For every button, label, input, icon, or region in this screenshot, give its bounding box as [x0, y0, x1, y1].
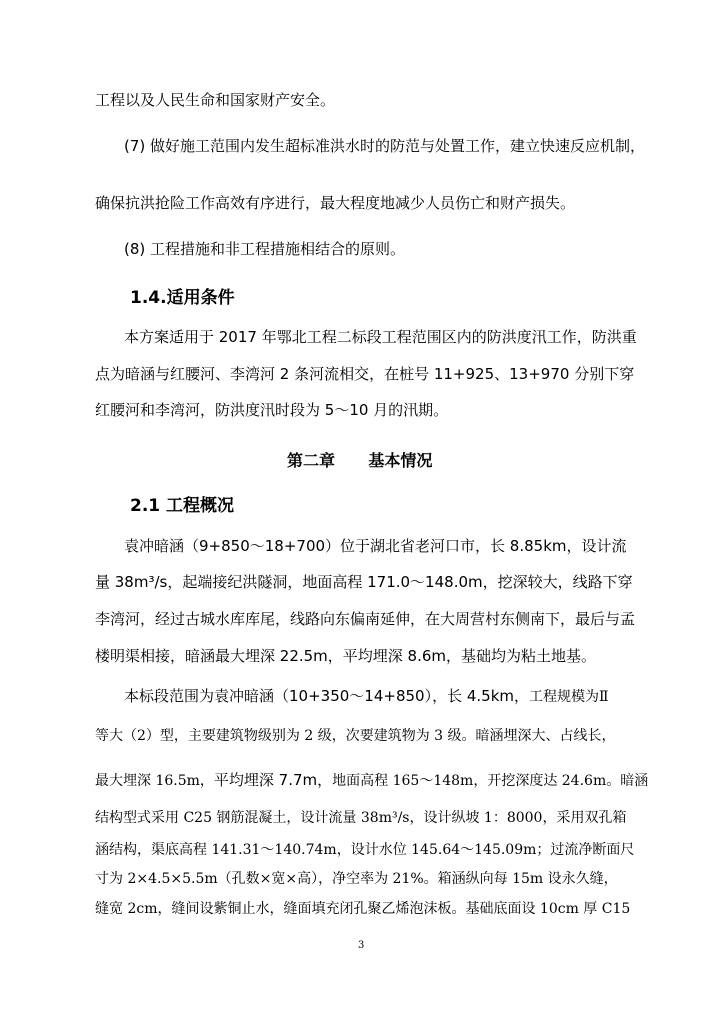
section-heading-1-4: 1.4.适用条件 [130, 288, 235, 308]
paragraph-line: 缝宽 2cm，缝间设紫铜止水，缝面填充闭孔聚乙烯泡沫板。基础底面设 10cm 厚 C15 [95, 901, 631, 917]
list-item-8: (8) 工程措施和非工程措施相结合的原则。 [124, 240, 406, 258]
paragraph-line: 结构型式采用 C25 钢筋混凝土，设计流量 38m³/s，设计纵坡 1：8000，采用双孔箱 [95, 810, 627, 826]
line-segment: 最大埋深 16.5m， [95, 773, 214, 789]
mixed-font-line [95, 770, 648, 791]
paragraph-line: 袁冲暗涵（9+850～18+700）位于湖北省老河口市，长 8.85km，设计流 [124, 537, 627, 555]
paragraph-line: 楼明渠相接，暗涵最大埋深 22.5m，平均埋深 8.6m，基础均为粘土地基。 [95, 647, 597, 665]
paragraph-line: 红腰河和李湾河，防洪度汛时段为 5～10 月的汛期。 [95, 401, 449, 419]
paragraph-line: 涵结构，渠底高程 141.31～140.74m，设计水位 145.64～145.09m；过流净断面尺 [95, 842, 635, 858]
page-number: 3 [358, 940, 365, 951]
line-segment: 本标段范围为袁冲暗涵（10+350～14+850），长 4.5km， [124, 687, 529, 705]
paragraph-line: 量 38m³/s，起端接纪洪隧洞，地面高程 171.0～148.0m，挖深较大，线路下穿 [95, 573, 633, 591]
mixed-font-line [124, 686, 609, 707]
paragraph-line: 寸为 2×4.5×5.5m（孔数×宽×高），净空率为 21%。箱涵纵向每 15m 设永久缝， [95, 871, 618, 887]
list-item-7: (7) 做好施工范围内发生超标准洪水时的防范与处置工作，建立快速反应机制， [124, 137, 646, 155]
paragraph-line: 工程以及人民生命和国家财产安全。 [95, 91, 336, 109]
paragraph-line: 确保抗洪抢险工作高效有序进行，最大程度地减少人员伤亡和财产损失。 [95, 194, 576, 212]
line-segment: 工程规模为Ⅱ [529, 689, 609, 705]
line-segment: 地面高程 165～148m，开挖深度达 24.6m。暗涵 [332, 773, 649, 789]
paragraph-line: 本方案适用于 2017 年鄂北工程二标段工程范围区内的防洪度汛工作，防洪重 [124, 328, 637, 346]
chapter-title: 第二章 基本情况 [287, 451, 433, 470]
paragraph-line: 李湾河，经过古城水库库尾，线路向东偏南延伸，在大周营村东侧南下，最后与孟 [95, 610, 636, 628]
section-heading-2-1: 2.1 工程概况 [130, 496, 235, 516]
paragraph-line: 点为暗涵与红腰河、李湾河 2 条河流相交，在桩号 11+925、13+970 分别下穿 [95, 365, 635, 383]
line-segment: 平均埋深 7.7m， [213, 771, 333, 789]
paragraph-line: 等大（2）型，主要建筑物级别为 2 级，次要建筑物为 3 级。暗涵埋深大、占线长， [95, 728, 616, 744]
